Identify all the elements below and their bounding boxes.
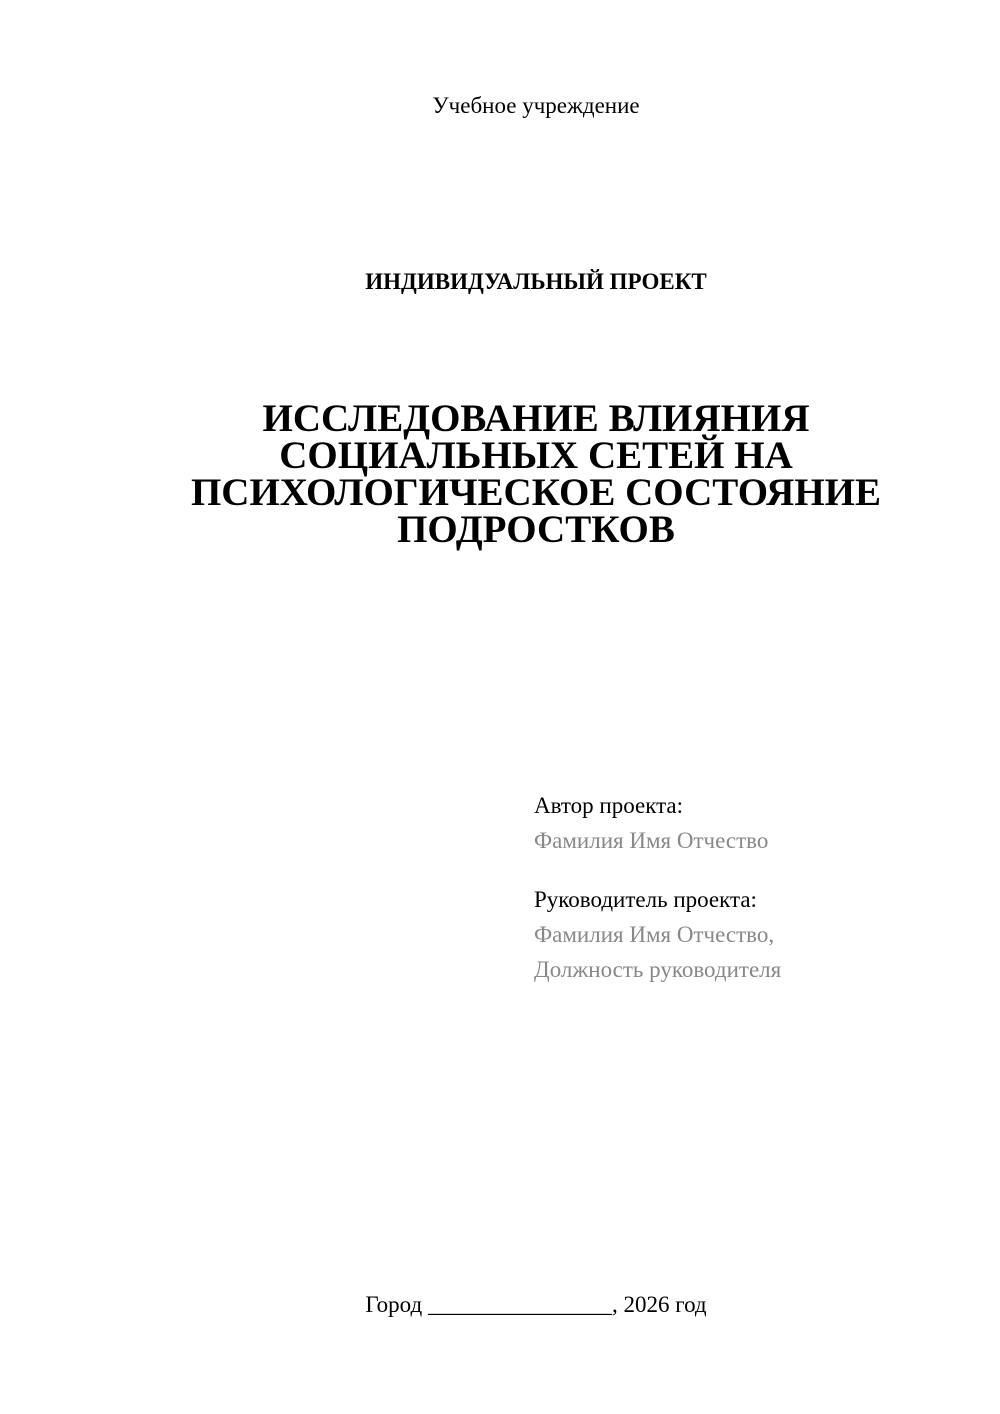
project-title-line: ИССЛЕДОВАНИЕ ВЛИЯНИЯ (262, 397, 810, 440)
supervisor-name: Фамилия Имя Отчество, (534, 922, 775, 947)
project-title (0, 397, 1000, 551)
supervisor-label: Руководитель проекта: (534, 887, 757, 912)
project-title-line: ПОДРОСТКОВ (397, 508, 675, 551)
author-label: Автор проекта: (534, 793, 683, 818)
author-name: Фамилия Имя Отчество (534, 828, 769, 853)
city-year-line: Город ________________, 2026 год (365, 1292, 707, 1317)
project-title-line: СОЦИАЛЬНЫХ СЕТЕЙ НА (279, 434, 793, 477)
project-type-heading: ИНДИВИДУАЛЬНЫЙ ПРОЕКТ (365, 269, 707, 294)
credits-spacer (534, 858, 974, 882)
supervisor-position: Должность руководителя (534, 957, 782, 982)
credits-block (534, 788, 974, 987)
institution-name: Учебное учреждение (432, 93, 640, 118)
project-title-line: ПСИХОЛОГИЧЕСКОЕ СОСТОЯНИЕ (190, 471, 882, 514)
